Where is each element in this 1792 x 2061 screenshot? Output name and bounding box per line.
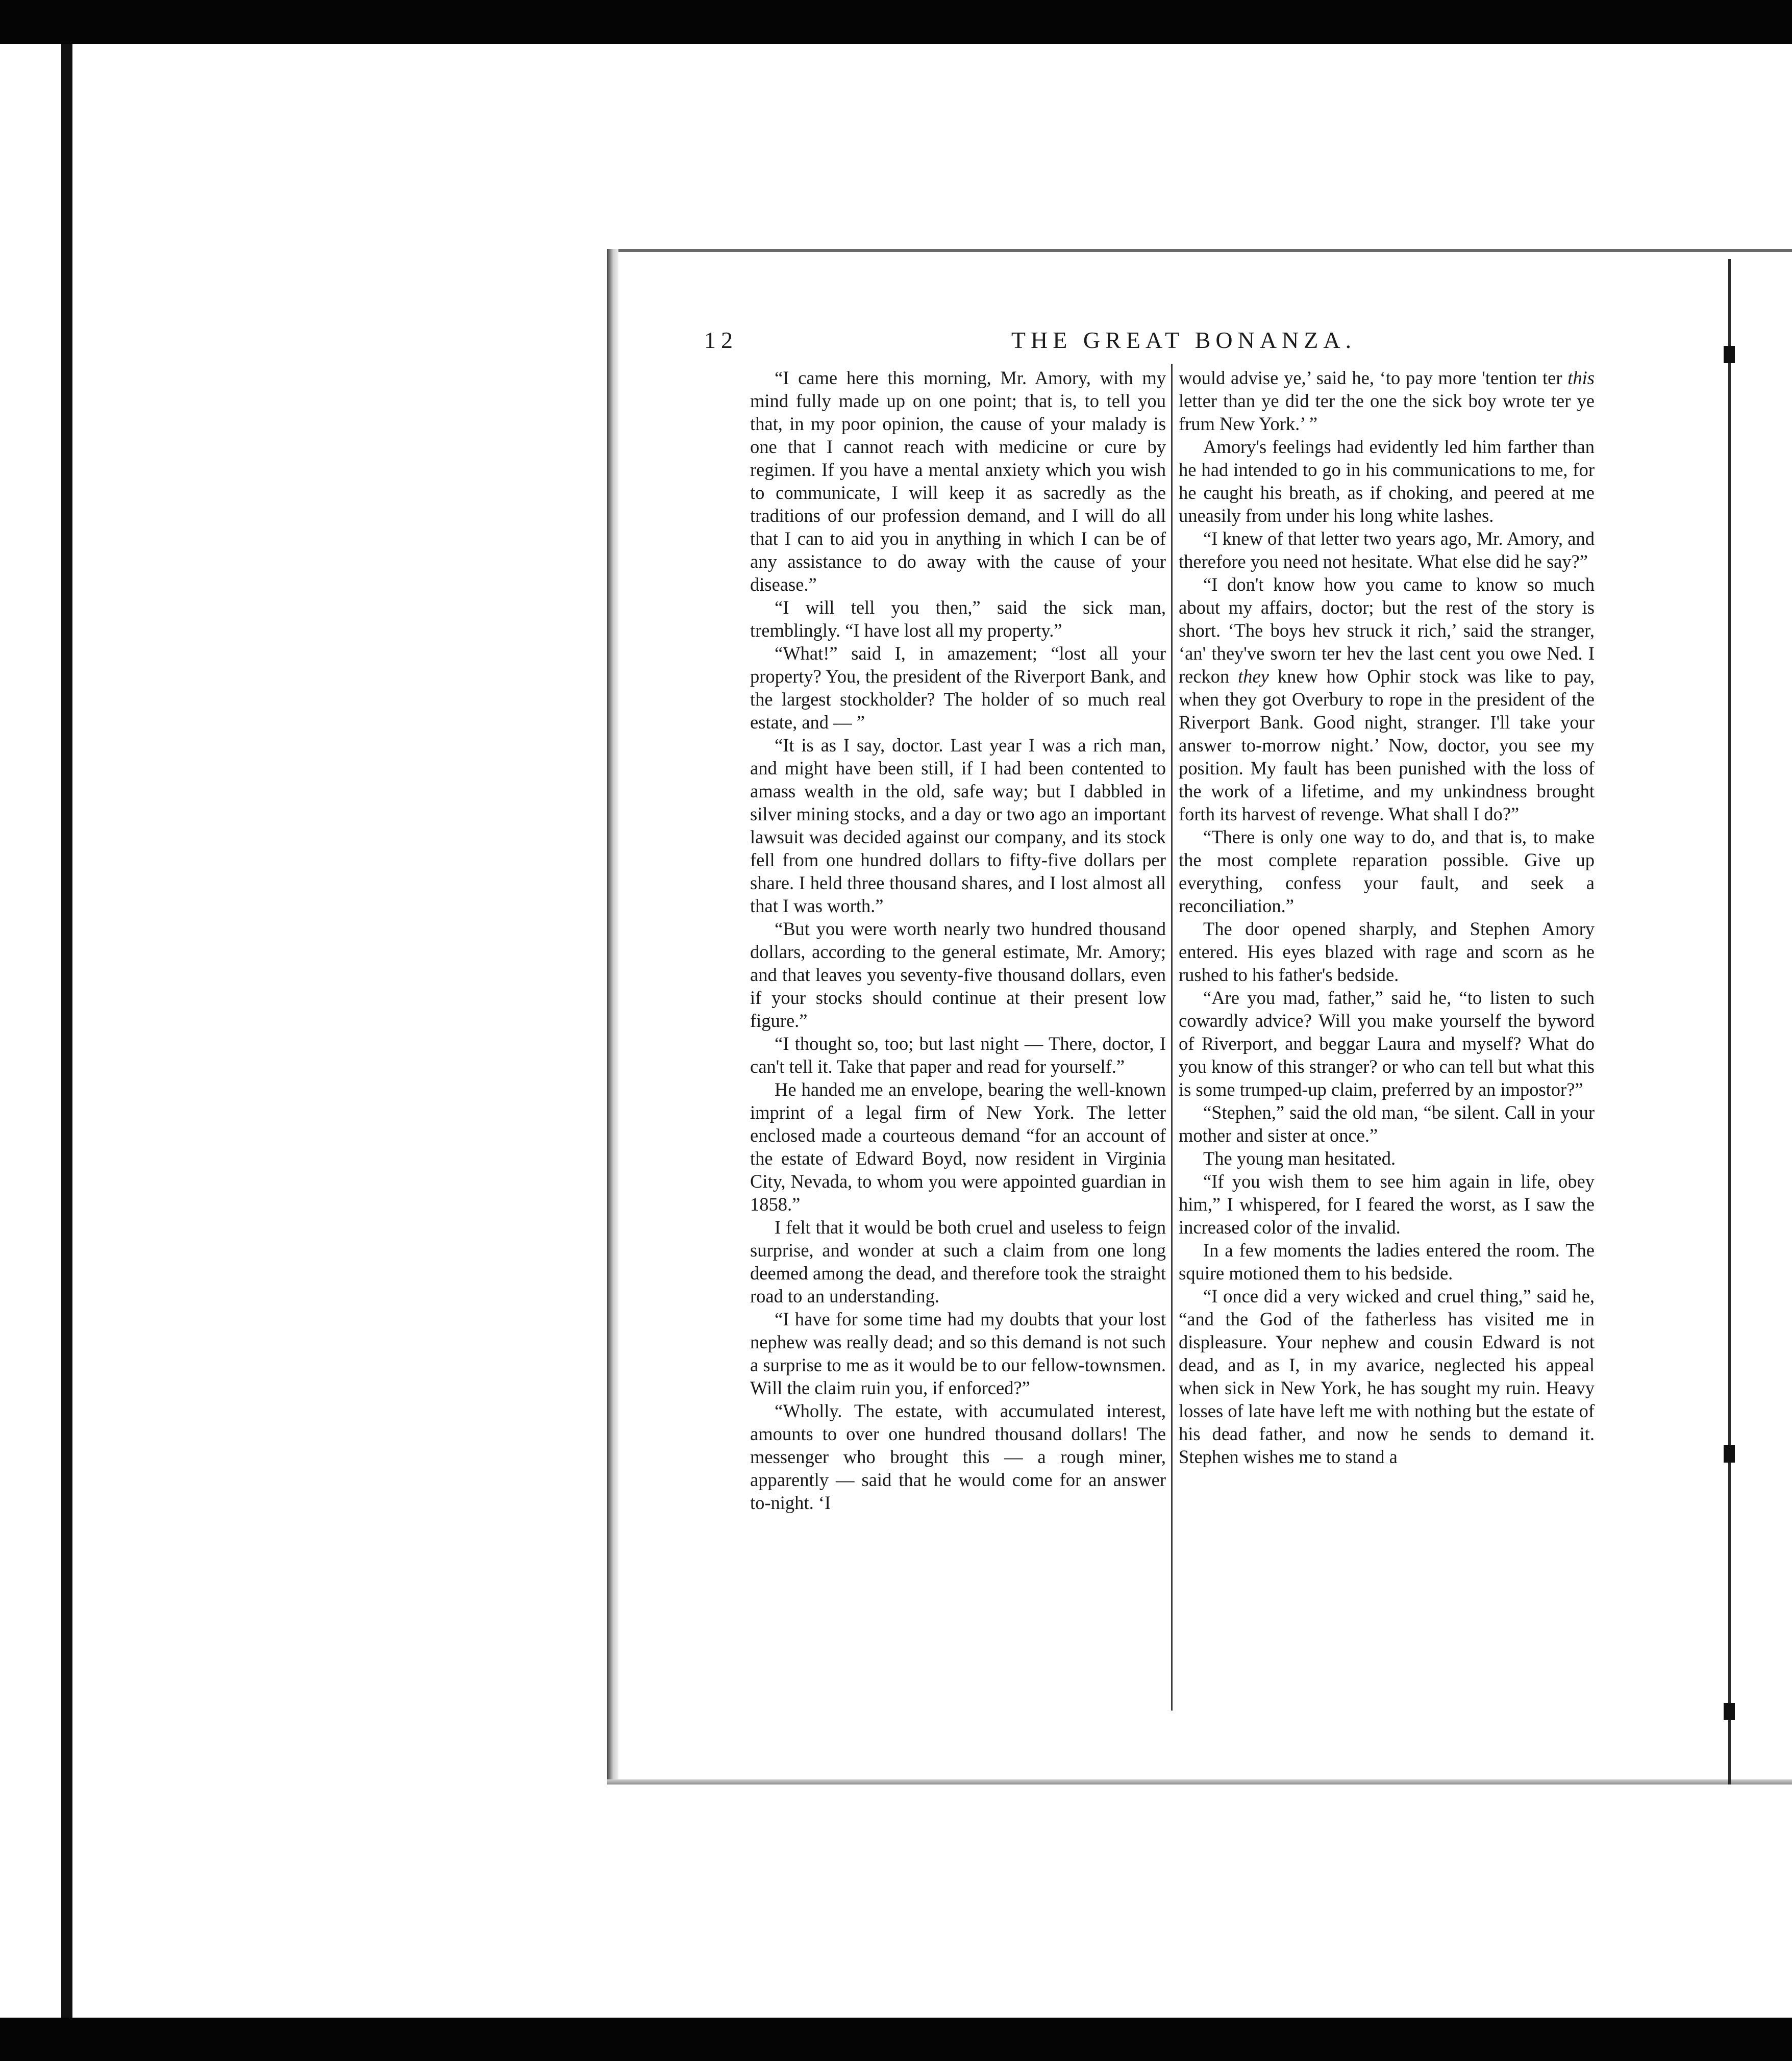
paragraph: In a few moments the ladies entered the room. The squire motioned them to his bedside. — [1179, 1240, 1595, 1284]
scan-border-left — [0, 44, 72, 2018]
paragraph: “I don't know how you came to know so much about my affairs, doctor; but the rest of the story is short. ‘The boys hev struck it rich,’ said the stranger, ‘an' they've sworn ter hev the last cent you owe Ned. I reckon they knew how Ophir stock was like to pay, when they got Overbury to rope in the president of the Riverport Bank. Good night, stranger. I'll take your answer to-morrow night.’ Now, doctor, you see my position. My fault has been punished with the loss of the work of a lifetime, and my unkindness brought forth its harvest of revenge. What shall I do?” — [1179, 574, 1595, 824]
paragraph: would advise ye,’ said he, ‘to pay more 'tention ter this letter than ye did ter the one the sick boy wrote ter ye frum New York.’ ” — [1179, 367, 1595, 434]
paragraph: “What!” said I, in amazement; “lost all your property? You, the president of the Riverport Bank, and the largest stockholder? The holder of so much real estate, and — ” — [750, 643, 1166, 733]
paragraph: “It is as I say, doctor. Last year I was a rich man, and might have been still, if I had been contented to amass wealth in the old, safe way; but I dabbled in silver mining stocks, and a day or two ago an important lawsuit was decided against our company, and its stock fell from one hundred dollars to fifty-five dollars per share. I held three thousand shares, and I lost almost all that I was worth.” — [750, 735, 1166, 916]
scan-border-bottom — [0, 2018, 1792, 2061]
scan-mark — [1724, 1445, 1735, 1463]
page-top-edge — [607, 249, 1792, 252]
page-number: 12 — [704, 327, 738, 353]
paragraph: “I came here this morning, Mr. Amory, with my mind fully made up on one point; that is, to tell you that, in my poor opinion, the cause of your malady is one that I cannot reach with medicine or cure by regimen. If you have a mental anxiety which you wish to communicate, I will keep it as sacredly as the traditions of our profession demand, and I will do all that I can to aid you in anything in which I can be of any assistance to do away with the cause of your disease.” — [750, 367, 1166, 595]
book-title: THE GREAT BONANZA. — [1011, 327, 1357, 353]
left-text-column — [750, 366, 1166, 1514]
book-page — [607, 249, 1792, 1784]
scan-border-top — [0, 0, 1792, 44]
page-binding-edge — [607, 249, 618, 1784]
scan-left-edge — [61, 44, 72, 2018]
paragraph: “If you wish them to see him again in life, obey him,” I whispered, for I feared the worst, as I saw the increased color of the invalid. — [1179, 1171, 1595, 1238]
running-head — [704, 326, 1663, 357]
paragraph: “I knew of that letter two years ago, Mr. Amory, and therefore you need not hesitate. What else did he say?” — [1179, 528, 1595, 572]
paragraph: “There is only one way to do, and that is, to make the most complete reparation possible. Give up everything, confess your fault, and seek a reconciliation.” — [1179, 826, 1595, 916]
paragraph: “Stephen,” said the old man, “be silent. Call in your mother and sister at once.” — [1179, 1102, 1595, 1146]
paragraph: “But you were worth nearly two hundred thousand dollars, according to the general estimate, Mr. Amory; and that leaves you seventy-five thousand dollars, even if your stocks should continue at their present low figure.” — [750, 918, 1166, 1031]
scan-mark — [1724, 1703, 1735, 1720]
page-bottom-edge — [607, 1779, 1792, 1784]
scan-mark — [1724, 346, 1735, 363]
paragraph: Amory's feelings had evidently led him farther than he had intended to go in his communications to me, for he caught his breath, as if choking, and peered at me uneasily from under his long white lashes. — [1179, 436, 1595, 526]
right-text-column — [1179, 366, 1595, 1468]
paragraph: “I have for some time had my doubts that your lost nephew was really dead; and so this demand is not such a surprise to me as it would be to our fellow-townsmen. Will the claim ruin you, if enforced?” — [750, 1309, 1166, 1398]
paragraph: “I once did a very wicked and cruel thing,” said he, “and the God of the fatherless has visited me in displeasure. Your nephew and cousin Edward is not dead, and as I, in my avarice, neglected his appeal when sick in New York, he has sought my ruin. Heavy losses of late have left me with nothing but the estate of his dead father, and now he sends to demand it. Stephen wishes me to stand a — [1179, 1286, 1595, 1467]
paragraph: “I will tell you then,” said the sick man, tremblingly. “I have lost all my property.” — [750, 597, 1166, 641]
adjacent-page-edge — [1728, 259, 1731, 1784]
paragraph: “I thought so, too; but last night — There, doctor, I can't tell it. Take that paper and read for yourself.” — [750, 1033, 1166, 1077]
paragraph: “Are you mad, father,” said he, “to listen to such cowardly advice? Will you make yourself the byword of Riverport, and beggar Laura and myself? What do you know of this stranger? or who can tell but what this is some trumped-up claim, preferred by an impostor?” — [1179, 987, 1595, 1100]
paragraph: The young man hesitated. — [1203, 1148, 1396, 1169]
paragraph: “Wholly. The estate, with accumulated interest, amounts to over one hundred thousand dollars! The messenger who brought this — a rough miner, apparently — said that he would come for an answer to-night. ‘I — [750, 1400, 1166, 1513]
column-divider — [1171, 364, 1173, 1711]
paragraph: I felt that it would be both cruel and useless to feign surprise, and wonder at such a claim from one long deemed among the dead, and therefore took the straight road to an understanding. — [750, 1217, 1166, 1306]
paragraph: He handed me an envelope, bearing the well-known imprint of a legal firm of New York. The letter enclosed made a courteous demand “for an account of the estate of Edward Boyd, now resident in Virginia City, Nevada, to whom you were appointed guardian in 1858.” — [750, 1079, 1166, 1215]
paragraph: The door opened sharply, and Stephen Amory entered. His eyes blazed with rage and scorn as he rushed to his father's bedside. — [1179, 918, 1595, 985]
